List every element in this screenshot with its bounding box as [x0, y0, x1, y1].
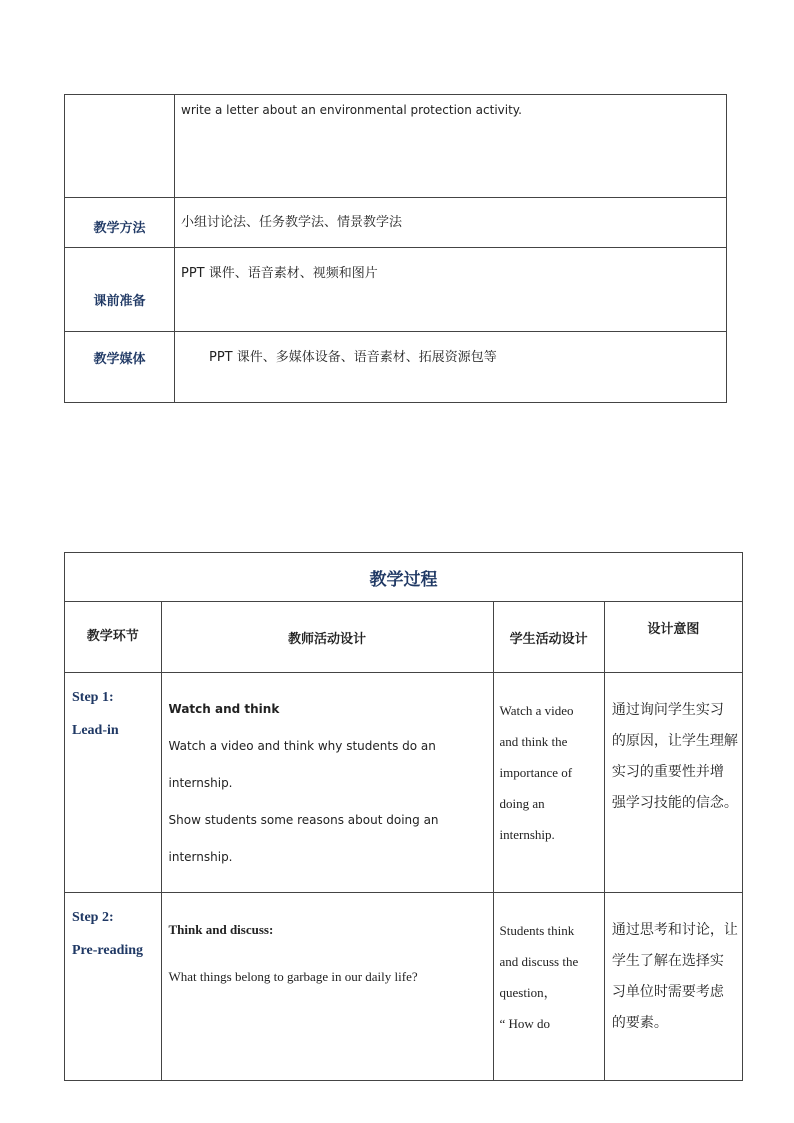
student-activity-line: internship.	[499, 827, 555, 842]
teaching-process-table	[64, 552, 743, 1081]
teacher-activity-cell	[161, 673, 493, 893]
teacher-activity-line: Watch a video and think why students do an internship.	[168, 739, 436, 790]
header-student-activity: 学生活动设计	[493, 602, 604, 673]
design-intent-cell	[604, 893, 742, 1081]
design-intent-line: 通过询问学生实习	[611, 702, 724, 718]
design-intent-line: 实习的重要性并增	[611, 764, 724, 780]
process-title-row	[65, 553, 743, 602]
objective-text: write a letter about an environmental protection activity.	[175, 95, 727, 198]
header-row	[65, 602, 743, 673]
teaching-media-value: PPT 课件、多媒体设备、语音素材、拓展资源包等	[175, 332, 727, 403]
student-activity-line: importance of	[499, 765, 573, 780]
lesson-info-table	[64, 94, 727, 403]
design-intent-line: 学生了解在选择实	[611, 953, 724, 969]
student-activity-cell	[493, 893, 604, 1081]
teaching-method-row	[65, 198, 727, 248]
objective-label-cell	[65, 95, 175, 198]
teacher-activity-heading: Watch and think	[168, 702, 280, 716]
step-name: Pre-reading	[72, 943, 144, 958]
design-intent-line: 的要素。	[611, 1015, 668, 1031]
step-number: Step 1:	[72, 690, 114, 705]
teaching-method-value: 小组讨论法、任务教学法、情景教学法	[175, 198, 727, 248]
header-teacher-activity: 教师活动设计	[161, 602, 493, 673]
objective-row	[65, 95, 727, 198]
step-name: Lead-in	[72, 723, 119, 738]
header-design-intent: 设计意图	[604, 602, 742, 673]
teacher-activity-line: Show students some reasons about doing an internship.	[168, 813, 439, 864]
design-intent-line: 习单位时需要考虑	[611, 984, 724, 1000]
teaching-method-label: 教学方法	[65, 198, 175, 248]
step-cell	[65, 673, 162, 893]
step-number: Step 2:	[72, 910, 114, 925]
student-activity-line: Students think	[499, 923, 575, 938]
student-activity-cell	[493, 673, 604, 893]
preparation-label: 课前准备	[65, 248, 175, 332]
student-activity-line: and discuss the	[499, 954, 579, 969]
teaching-media-label: 教学媒体	[65, 332, 175, 403]
design-intent-cell	[604, 673, 742, 893]
student-activity-line: and think the	[499, 734, 568, 749]
process-title: 教学过程	[65, 553, 743, 602]
teacher-activity-heading: Think and discuss:	[168, 922, 274, 937]
student-activity-line: Watch a video	[499, 703, 574, 718]
design-intent-line: 强学习技能的信念。	[611, 795, 738, 811]
student-activity-line: doing an	[499, 796, 545, 811]
student-activity-line: “ How do	[499, 1016, 551, 1031]
table-row	[65, 673, 743, 893]
student-activity-line: question，	[499, 985, 557, 1000]
step-cell	[65, 893, 162, 1081]
design-intent-line: 的原因，让学生理解	[611, 733, 738, 749]
preparation-row	[65, 248, 727, 332]
design-intent-line: 通过思考和讨论，让	[611, 922, 738, 938]
teacher-activity-cell	[161, 893, 493, 1081]
header-stage: 教学环节	[65, 602, 162, 673]
preparation-value: PPT 课件、语音素材、视频和图片	[175, 248, 727, 332]
teacher-activity-line: What things belong to garbage in our daily life?	[168, 969, 418, 984]
table-row	[65, 893, 743, 1081]
teaching-media-row	[65, 332, 727, 403]
